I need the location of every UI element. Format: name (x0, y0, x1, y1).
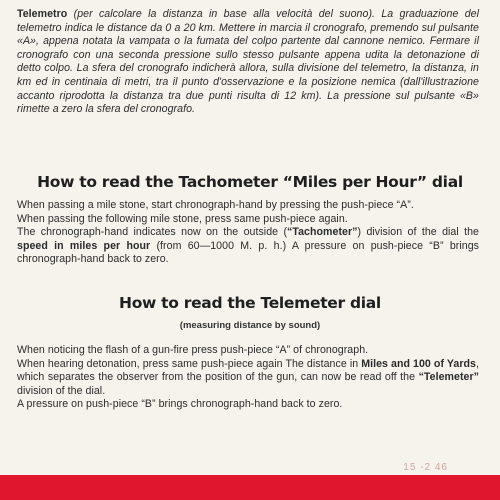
telemeter-subheading: (measuring distance by sound) (179, 320, 321, 331)
telemetro-body: (per calcolare la distanza in base alla velocità del suono). La graduazione del telemetro indica le distance da 0 a 20 km. Mettere in marcia il cronografo, premendo sul pulsante «A», appena notata la vampata o la fumata del colpo partente dal cannone nemico. Fermare il cronografo con una seconda pressione sullo stesso pulsante appena udita la detonazione di detto colpo. La sfera del cronografo indicherà allora, sulla divisione del telemetro, la distanza, in km ed in centinaia di metri, tra il punto d'osservazione e la posizione nemica (dall'illustrazione accanto riprodotta la distanza tra due punti risulta di 12 km). La pressione sul pulsante «B» rimette a zero la sfera del cronografo. (17, 8, 479, 116)
telemeter-step-2-c: , which separates the observer from the position of the gun, can now be read off the (17, 357, 479, 384)
tachometer-term: “Tachometer” (287, 226, 358, 239)
tachometer-step-2: When passing the following mile stone, press same push-piece again. (17, 212, 348, 225)
tachometer-step-3 (17, 226, 479, 267)
telemeter-heading: How to read the Telemeter dial (119, 294, 381, 312)
tachometer-paragraph (17, 199, 479, 267)
telemeter-paragraph (17, 344, 479, 412)
tachometer-step-1: When passing a mile stone, start chronograph-hand by pressing the push-piece “A”. (17, 199, 414, 211)
red-cover-band (0, 475, 500, 500)
telemeter-step-2 (17, 358, 479, 399)
date-stamp: 15 -2 46 (403, 462, 448, 473)
telemeter-step-2-e: division of the dial. (17, 384, 106, 397)
telemeter-step-3: A pressure on push-piece “B” brings chronograph-hand back to zero. (17, 398, 343, 411)
italian-telemetro-paragraph (17, 8, 479, 117)
tachometer-heading: How to read the Tachometer “Miles per Hour” dial (37, 173, 463, 191)
telemeter-step-2-a: When hearing detonation, press same push-piece again The distance in (17, 357, 362, 370)
tachometer-step-3-a: The chronograph-hand indicates now on the outside ( (17, 226, 288, 239)
miles-yards-term: Miles and 100 of Yards (361, 357, 476, 370)
speed-term: speed in miles per hour (17, 239, 151, 252)
tachometer-step-3-c: ) division of the dial the (357, 226, 480, 239)
tachometer-step-3-e: (from 60—1000 M. p. h.) A pressure on push-piece “B” brings chronograph-hand back to zero. (17, 239, 479, 266)
telemetro-term: Telemetro (17, 8, 68, 20)
telemeter-term: “Telemeter” (418, 371, 479, 384)
telemeter-step-1: When noticing the flash of a gun-fire press push-piece “A” of chronograph. (17, 344, 369, 356)
